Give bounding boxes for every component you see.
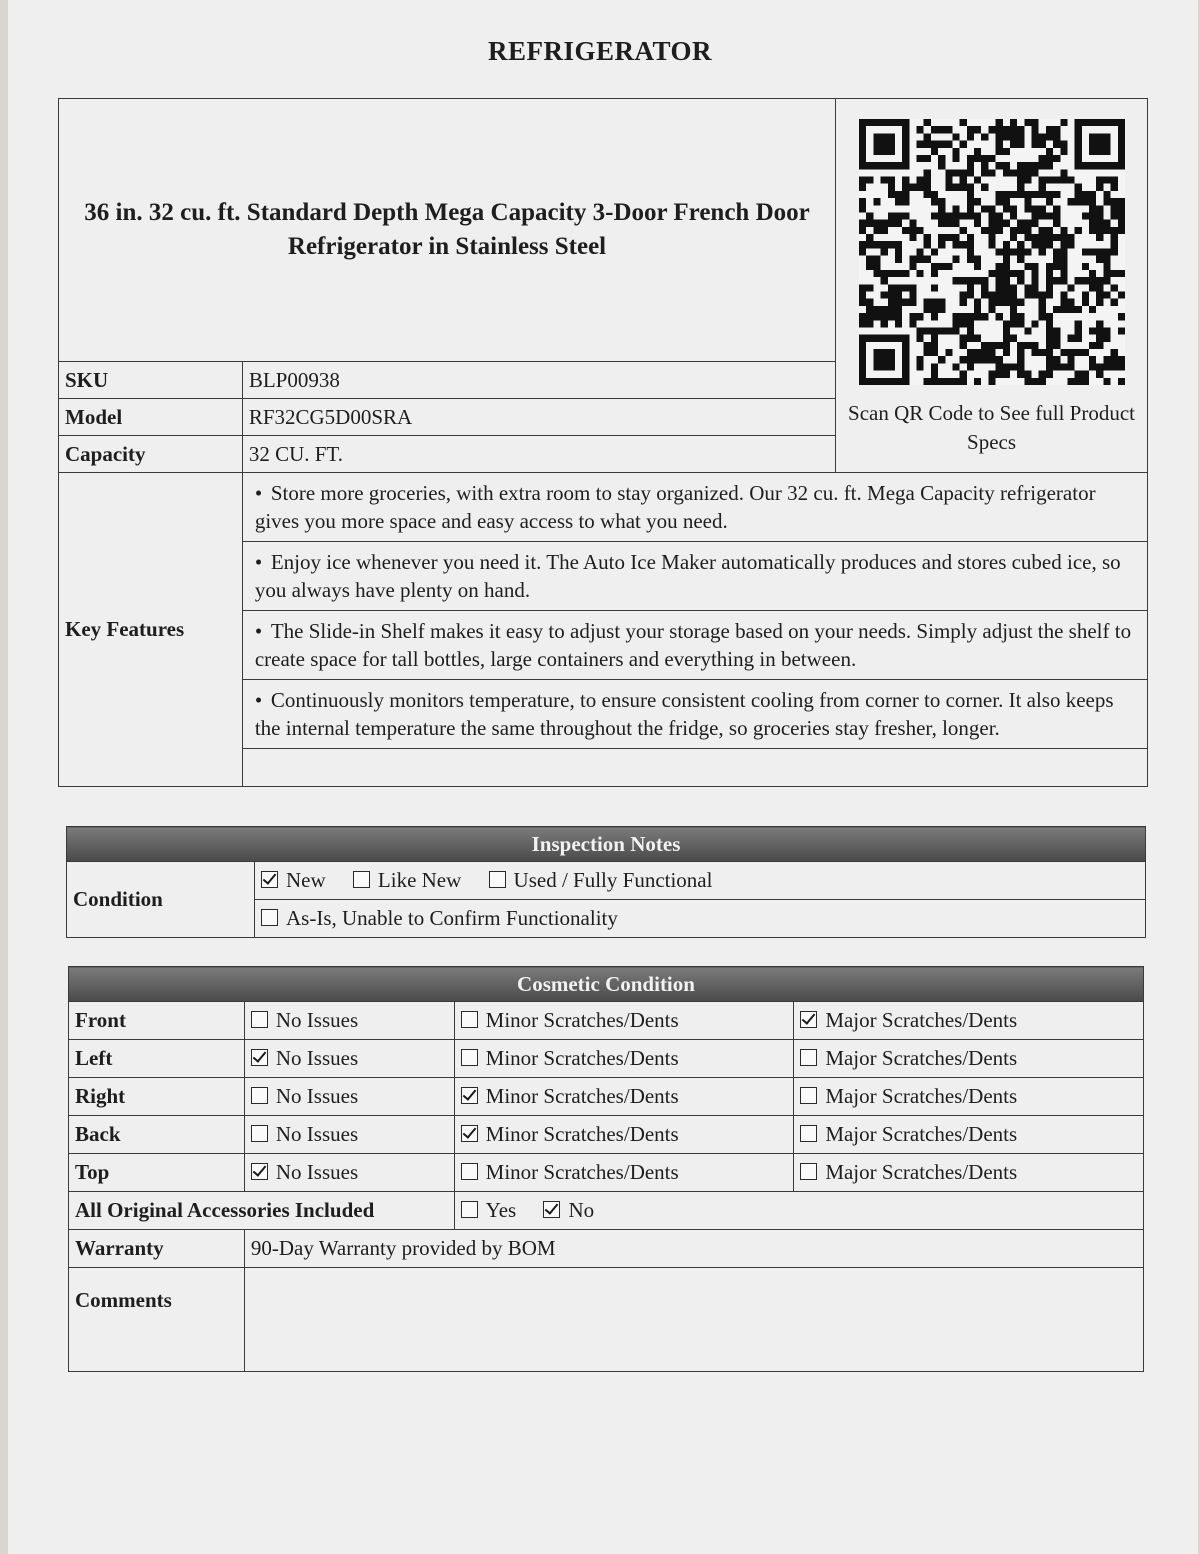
no-issues-option[interactable] [244,1078,454,1116]
major-scratches-option[interactable] [794,1002,1144,1040]
warranty-value: 90-Day Warranty provided by BOM [244,1230,1143,1268]
condition-options-row [255,862,1146,900]
cosmetic-row-label: Top [69,1154,245,1192]
major-scratches-option[interactable] [794,1078,1144,1116]
major-scratches-option[interactable] [794,1116,1144,1154]
cosmetic-row-label: Back [69,1116,245,1154]
feature-empty-row [242,749,1147,787]
option-label: Minor Scratches/Dents [485,1008,679,1032]
checkbox-icon[interactable] [800,1049,817,1066]
checkbox-icon[interactable] [251,1125,268,1142]
capacity-label: Capacity [59,436,243,473]
inspection-header: Inspection Notes [67,827,1146,862]
option-label: No Issues [275,1008,359,1032]
option-label: Major Scratches/Dents [825,1084,1018,1108]
option-label: No Issues [275,1046,359,1070]
checkbox-icon[interactable] [251,1087,268,1104]
checkbox-icon[interactable] [251,1163,268,1180]
inspection-table [66,826,1146,938]
feature-item [242,473,1147,542]
condition-new-option[interactable] [261,868,326,892]
bullet-icon: • [254,550,263,574]
bullet-icon: • [254,481,263,505]
no-issues-option[interactable] [244,1002,454,1040]
condition-options-row [255,900,1146,938]
sku-value: BLP00938 [242,362,835,399]
cosmetic-row [69,1078,1144,1116]
warranty-label: Warranty [69,1230,245,1268]
option-label: Major Scratches/Dents [825,1160,1018,1184]
no-issues-option[interactable] [244,1154,454,1192]
checkbox-icon[interactable] [461,1049,478,1066]
checkbox-icon[interactable] [251,1011,268,1028]
condition-used-option[interactable] [489,868,713,892]
option-label: No Issues [275,1084,359,1108]
checkbox-icon[interactable] [489,871,506,888]
option-label: New [286,868,326,892]
minor-scratches-option[interactable] [454,1116,794,1154]
cosmetic-row-label: Front [69,1002,245,1040]
feature-item [242,611,1147,680]
key-features-label: Key Features [59,473,243,787]
option-label: Like New [377,868,462,892]
minor-scratches-option[interactable] [454,1040,794,1078]
checkbox-icon[interactable] [261,871,278,888]
minor-scratches-option[interactable] [454,1078,794,1116]
page-title: REFRIGERATOR [487,36,713,66]
checkbox-icon[interactable] [543,1201,560,1218]
feature-text: The Slide-in Shelf makes it easy to adjust your storage based on your needs. Simply adjust the shelf to create space for tall bottles, large containers and everything in between. [254,619,1132,671]
feature-text: Continuously monitors temperature, to ensure consistent cooling from corner to corner. It also keeps the internal temperature the same throughout the fridge, so groceries stay fresher, longer. [254,688,1114,740]
comments-label: Comments [69,1268,245,1372]
option-label: Minor Scratches/Dents [485,1122,679,1146]
sku-label: SKU [59,362,243,399]
option-label: No [568,1198,595,1222]
condition-as-is-option[interactable] [261,906,618,930]
qr-caption: Scan QR Code to See full Product Specs [848,401,1135,454]
cosmetic-row [69,1002,1144,1040]
cosmetic-row [69,1154,1144,1192]
checkbox-icon[interactable] [800,1125,817,1142]
condition-label: Condition [67,862,255,938]
option-label: As-Is, Unable to Confirm Functionality [286,906,618,930]
comments-field[interactable] [244,1268,1143,1372]
option-label: Major Scratches/Dents [825,1046,1018,1070]
option-label: No Issues [275,1160,359,1184]
accessories-label: All Original Accessories Included [69,1192,455,1230]
feature-text: Store more groceries, with extra room to stay organized. Our 32 cu. ft. Mega Capacity refrigerator gives you more space and easy access to what you need. [254,481,1096,533]
minor-scratches-option[interactable] [454,1002,794,1040]
model-value: RF32CG5D00SRA [242,399,835,436]
option-label: Minor Scratches/Dents [485,1160,679,1184]
cosmetic-row-label: Left [69,1040,245,1078]
checkbox-icon[interactable] [261,909,278,926]
checkbox-icon[interactable] [461,1125,478,1142]
checkbox-icon[interactable] [461,1087,478,1104]
feature-item [242,680,1147,749]
bullet-icon: • [254,619,263,643]
qr-cell [836,99,1148,473]
cosmetic-table [68,966,1144,1372]
qr-code-image [859,119,1125,385]
minor-scratches-option[interactable] [454,1154,794,1192]
checkbox-icon[interactable] [461,1163,478,1180]
checkbox-icon[interactable] [800,1087,817,1104]
no-issues-option[interactable] [244,1040,454,1078]
option-label: Major Scratches/Dents [825,1008,1018,1032]
accessories-yes-option[interactable] [461,1198,517,1222]
checkbox-icon[interactable] [353,871,370,888]
option-label: Minor Scratches/Dents [485,1046,679,1070]
no-issues-option[interactable] [244,1116,454,1154]
product-title: 36 in. 32 cu. ft. Standard Depth Mega Capacity 3-Door French Door Refrigerator in Stainless Steel [59,99,836,362]
condition-like-new-option[interactable] [353,868,461,892]
option-label: Major Scratches/Dents [825,1122,1018,1146]
accessories-options [454,1192,1143,1230]
feature-item [242,542,1147,611]
option-label: Minor Scratches/Dents [485,1084,679,1108]
cosmetic-header: Cosmetic Condition [69,967,1144,1002]
major-scratches-option[interactable] [794,1154,1144,1192]
cosmetic-row-label: Right [69,1078,245,1116]
checkbox-icon[interactable] [251,1049,268,1066]
major-scratches-option[interactable] [794,1040,1144,1078]
product-table [58,98,1148,787]
model-label: Model [59,399,243,436]
bullet-icon: • [254,688,263,712]
option-label: No Issues [275,1122,359,1146]
option-label: Yes [485,1198,517,1222]
capacity-value: 32 CU. FT. [242,436,835,473]
checkbox-icon[interactable] [800,1163,817,1180]
option-label: Used / Fully Functional [513,868,713,892]
checkbox-icon[interactable] [800,1011,817,1028]
accessories-no-option[interactable] [543,1198,594,1222]
cosmetic-row [69,1116,1144,1154]
feature-text: Enjoy ice whenever you need it. The Auto Ice Maker automatically produces and stores cubed ice, so you always have plenty on hand. [254,550,1121,602]
checkbox-icon[interactable] [461,1201,478,1218]
checkbox-icon[interactable] [461,1011,478,1028]
cosmetic-row [69,1040,1144,1078]
